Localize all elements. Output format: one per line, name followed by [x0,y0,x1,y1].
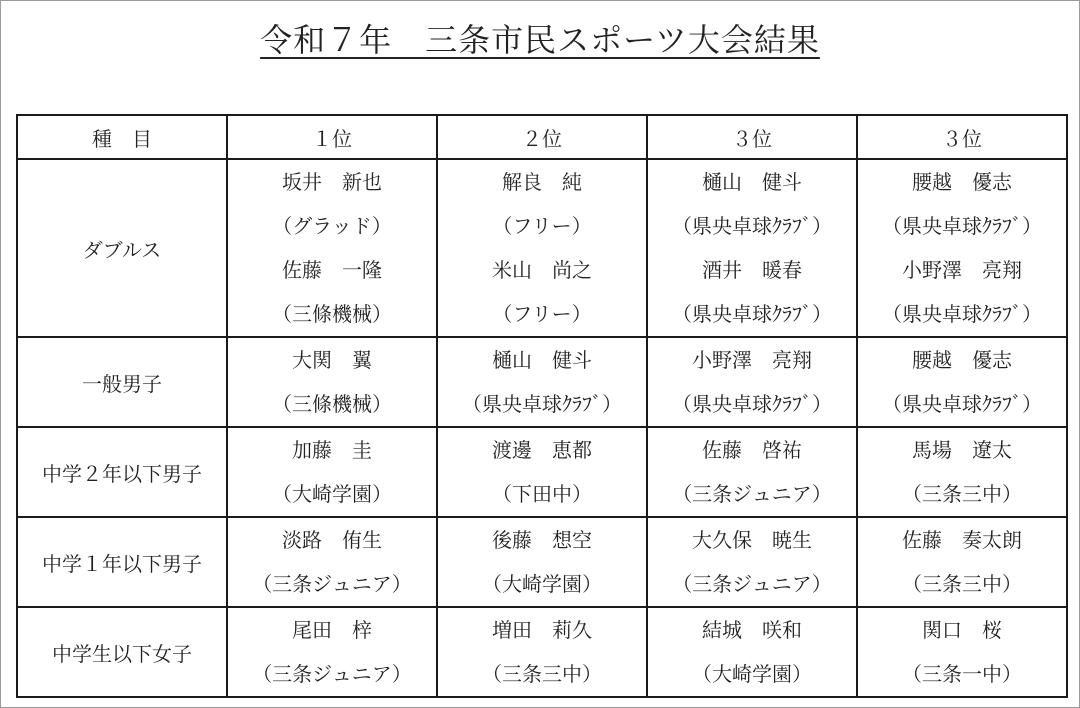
player-team: （三条ジュニア） [672,482,832,506]
result-cell [437,517,647,607]
player-team: （県央卓球ｸﾗﾌﾞ） [672,392,832,416]
result-cell [857,607,1067,697]
result-cell [227,159,437,337]
result-cell [227,337,437,427]
player-team: （フリー） [492,214,592,238]
header-1st: １位 [227,115,437,159]
player-team: （大崎学園） [482,572,602,596]
page-title [1,15,1079,61]
player-team: （県央卓球ｸﾗﾌﾞ） [882,214,1042,238]
header-row [17,115,1067,159]
table-row [17,427,1067,517]
event-label: 一般男子 [82,371,162,396]
result-cell [647,427,857,517]
result-cell [437,607,647,697]
result-cell [437,159,647,337]
event-label: 中学１年以下男子 [42,551,202,576]
player-team: （三條機械） [272,392,392,416]
player-team: （大崎学園） [692,662,812,686]
player-team: （三條機械） [272,302,392,326]
result-cell [647,517,857,607]
player-name: 加藤 圭 [292,438,372,462]
player-name: 腰越 優志 [912,348,1012,372]
player-team: （三条ジュニア） [252,662,412,686]
player-name: 後藤 想空 [492,528,592,552]
table-row [17,517,1067,607]
player-name: 佐藤 一隆 [282,258,382,282]
page-title-text: 令和７年 三条市民スポーツ大会結果 [260,21,820,59]
player-name: 樋山 健斗 [492,348,592,372]
table-row [17,607,1067,697]
player-name: 尾田 梓 [292,618,372,642]
player-team: （県央卓球ｸﾗﾌﾞ） [882,392,1042,416]
player-name: 渡邊 恵都 [492,438,592,462]
result-cell [227,517,437,607]
result-cell [647,337,857,427]
result-cell [227,427,437,517]
result-cell [647,159,857,337]
player-name: 大関 翼 [292,348,372,372]
player-team: （三条一中） [902,662,1022,686]
header-3rd-b: ３位 [857,115,1067,159]
event-cell [17,607,227,697]
player-team: （県央卓球ｸﾗﾌﾞ） [882,302,1042,326]
player-team: （三条ジュニア） [252,572,412,596]
table-row [17,337,1067,427]
player-name: 坂井 新也 [282,170,382,194]
table-row [17,159,1067,337]
event-cell [17,517,227,607]
player-name: 結城 咲和 [702,618,802,642]
header-event: 種 目 [17,115,227,159]
player-name: 馬場 遼太 [912,438,1012,462]
event-label: 中学生以下女子 [52,641,192,666]
player-team: （県央卓球ｸﾗﾌﾞ） [672,302,832,326]
player-name: 佐藤 啓祐 [702,438,802,462]
player-team: （三条三中） [902,482,1022,506]
player-name: 酒井 暖春 [702,258,802,282]
player-team: （県央卓球ｸﾗﾌﾞ） [672,214,832,238]
player-team: （三条三中） [482,662,602,686]
player-name: 小野澤 亮翔 [692,348,812,372]
player-team: （三条三中） [902,572,1022,596]
player-team: （グラッド） [272,214,392,238]
results-table [16,114,1068,698]
player-name: 小野澤 亮翔 [902,258,1022,282]
result-cell [227,607,437,697]
result-cell [857,517,1067,607]
player-team: （県央卓球ｸﾗﾌﾞ） [462,392,622,416]
player-name: 解良 純 [502,170,582,194]
result-cell [857,159,1067,337]
header-3rd-a: ３位 [647,115,857,159]
player-name: 樋山 健斗 [702,170,802,194]
result-cell [437,427,647,517]
result-cell [857,427,1067,517]
player-name: 米山 尚之 [492,258,592,282]
result-cell [647,607,857,697]
player-name: 淡路 侑生 [282,528,382,552]
result-cell [437,337,647,427]
player-name: 佐藤 奏太朗 [902,528,1022,552]
player-team: （大崎学園） [272,482,392,506]
player-name: 大久保 暁生 [692,528,812,552]
player-team: （下田中） [492,482,592,506]
player-name: 増田 莉久 [492,618,592,642]
player-name: 腰越 優志 [912,170,1012,194]
player-team: （フリー） [492,302,592,326]
event-label: ダブルス [82,237,162,262]
player-name: 関口 桜 [922,618,1002,642]
header-2nd: ２位 [437,115,647,159]
event-cell [17,159,227,337]
result-cell [857,337,1067,427]
player-team: （三条ジュニア） [672,572,832,596]
event-cell [17,337,227,427]
event-label: 中学２年以下男子 [42,461,202,486]
event-cell [17,427,227,517]
